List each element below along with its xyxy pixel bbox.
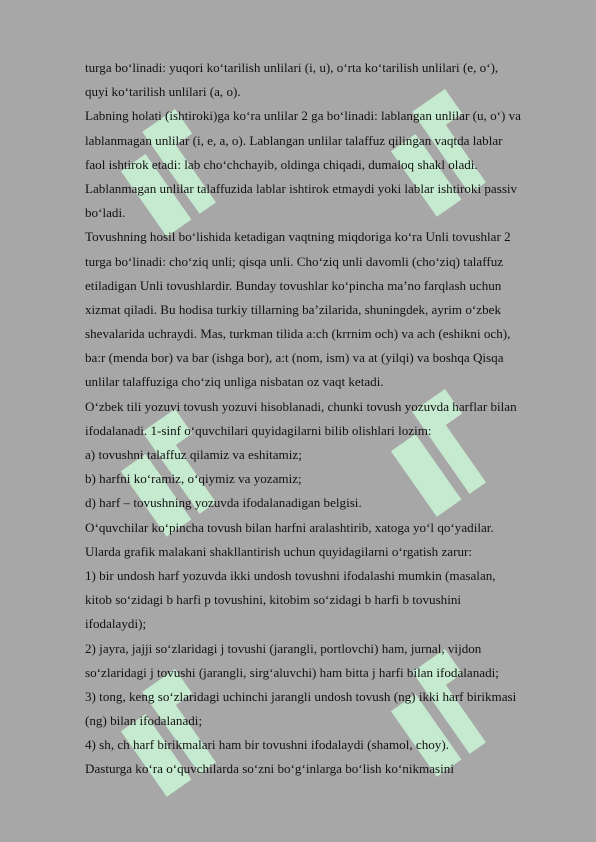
- text-line: O‘quvchilar ko‘pincha tovush bilan harfni aralashtirib, xatoga yo‘l qo‘yadilar.: [85, 519, 494, 535]
- text-line: lablanmagan unlilar (i, e, a, o). Lablangan unlilar talaffuz qilingan vaqtda lablar: [85, 132, 503, 148]
- text-line: bo‘ladi.: [85, 205, 126, 221]
- text-line: a) tovushni talaffuz qilamiz va eshitamiz;: [85, 447, 302, 462]
- text-line: kitob so‘zidagi b harfi p tovushini, kitobim so‘zidagi b harfi b tovushini: [85, 592, 462, 608]
- text-line: quyi ko‘tarilish unlilari (a, o).: [85, 84, 241, 100]
- text-line: ifodalanadi. 1-sinf o‘quvchilari quyidagilarni bilib olishlari lozim:: [85, 422, 432, 438]
- document-body: [85, 56, 560, 782]
- text-line: 3) tong, keng so‘zlaridagi uchinchi jarangli undosh tovush (ng) ikki harf birikmasi: [85, 688, 517, 704]
- text-line: Dasturga ko‘ra o‘quvchilarda so‘zni bo‘g‘inlarga bo‘lish ko‘nikmasini: [85, 761, 454, 777]
- text-line: (ng) bilan ifodalanadi;: [85, 713, 203, 729]
- text-line: d) harf – tovushning yozuvda ifodalanadigan belgisi.: [85, 495, 362, 511]
- text-line: 4) sh, ch harf birikmalari ham bir tovushni ifodalaydi (shamol, choy).: [85, 737, 449, 753]
- text-line: shevalarida uchraydi. Mas, turkman tilida a:ch (krrnim och) va ach (eshikni och),: [85, 326, 511, 342]
- text-line: faol ishtirok etadi: lab cho‘chchayib, oldinga chiqadi, dumaloq shakl oladi.: [85, 156, 478, 172]
- text-line: turga bo‘linadi: yuqori ko‘tarilish unlilari (i, u), o‘rta ko‘tarilish unlilari (e, o‘),: [85, 60, 499, 75]
- text-line: etiladigan Unli tovushlardir. Bunday tovushlar ko‘pincha ma’no farqlash uchun: [85, 277, 502, 293]
- text-line: Ularda grafik malakani shakllantirish uchun quyidagilarni o‘rgatish zarur:: [85, 543, 472, 559]
- text-line: b) harfni ko‘ramiz, o‘qiymiz va yozamiz;: [85, 471, 302, 487]
- text-line: so‘zlaridagi j tovushi (jarangli, sirg‘aluvchi) ham bitta j harfi bilan ifodalanadi;: [85, 664, 499, 680]
- text-line: 1) bir undosh harf yozuvda ikki undosh tovushni ifodalashi mumkin (masalan,: [85, 567, 496, 583]
- text-line: Labning holati (ishtiroki)ga ko‘ra unlilar 2 ga bo‘linadi: lablangan unlilar (u, o‘) va: [85, 108, 521, 124]
- text-line: Tovushning hosil bo‘lishida ketadigan vaqtning miqdoriga ko‘ra Unli tovushlar 2: [85, 229, 511, 245]
- text-line: ba:r (menda bor) va bar (ishga bor), a:t (nom, ism) va at (yilqi) va boshqa Qisqa: [85, 350, 504, 366]
- text-line: unlilar talaffuziga cho‘ziq unliga nisbatan oz vaqt ketadi.: [85, 374, 384, 390]
- text-line: ifodalaydi);: [85, 616, 147, 632]
- text-line: 2) jayra, jajji so‘zlaridagi j tovushi (jarangli, portlovchi) ham, jurnal, vijdon: [85, 640, 482, 656]
- text-line: xizmat qiladi. Bu hodisa turkiy tillarning ba’zilarida, shuningdek, ayrim o‘zbek: [85, 301, 501, 317]
- text-line: turga bo‘linadi: cho‘ziq unli; qisqa unli. Cho‘ziq unli davomli (cho‘ziq) talaffuz: [85, 253, 504, 269]
- text-line: Lablanmagan unlilar talaffuzida lablar ishtirok etmaydi yoki lablar ishtiroki passiv: [85, 180, 518, 196]
- text-line: O‘zbek tili yozuvi tovush yozuvi hisoblanadi, chunki tovush yozuvda harflar bilan: [85, 398, 517, 414]
